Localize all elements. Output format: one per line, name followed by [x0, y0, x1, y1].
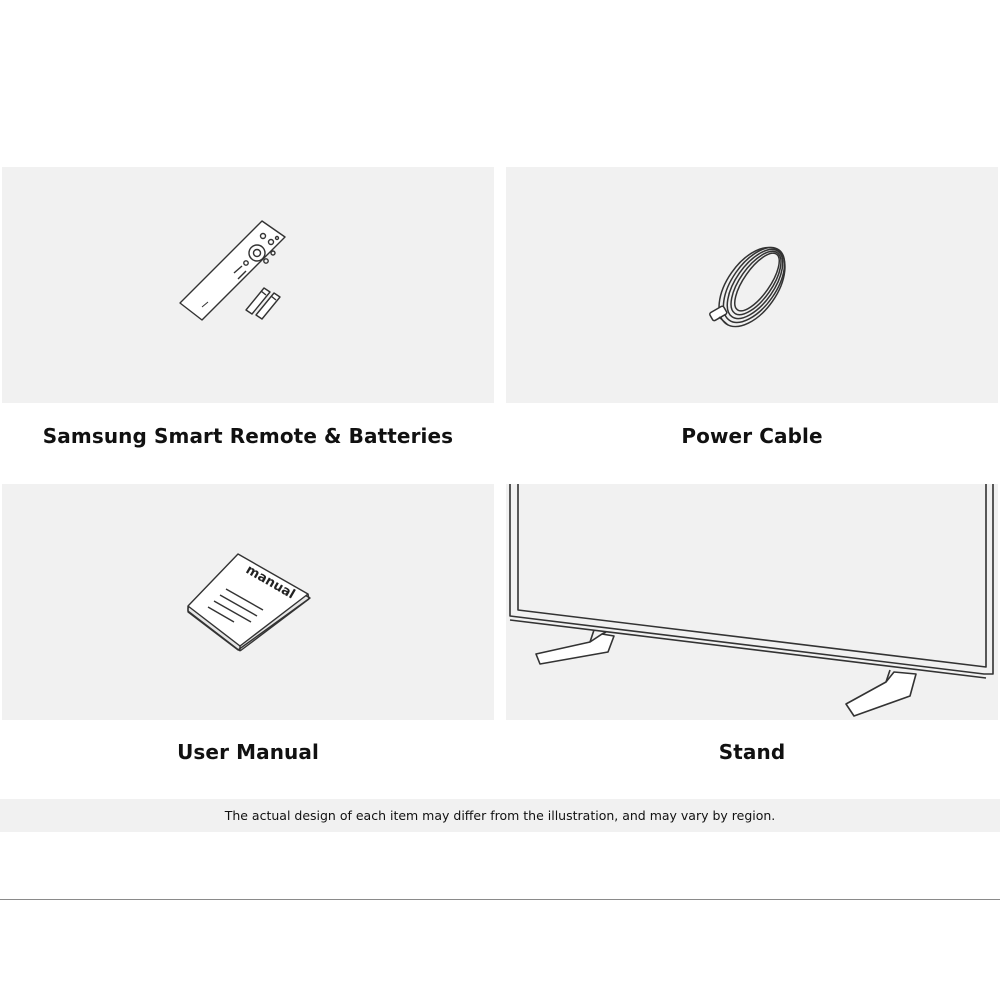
caption-stand: Stand — [718, 740, 786, 764]
stand-tile — [506, 484, 998, 720]
manual-book-icon — [2, 484, 494, 720]
manual-cover-text: manual — [243, 562, 298, 603]
remote-batteries-icon — [2, 167, 494, 403]
caption-remote-batteries: Samsung Smart Remote & Batteries — [42, 424, 454, 448]
power-cable-tile — [506, 167, 998, 403]
disclaimer-text: The actual design of each item may differ from the illustration, and may vary by region. — [224, 808, 776, 823]
tv-stand-icon — [506, 484, 998, 720]
caption-user-manual: User Manual — [177, 740, 319, 764]
divider — [0, 899, 1000, 900]
caption-power-cable: Power Cable — [681, 424, 823, 448]
disclaimer-bar — [0, 799, 1000, 832]
remote-tile — [2, 167, 494, 403]
user-manual-tile — [2, 484, 494, 720]
power-cable-icon — [506, 167, 998, 403]
